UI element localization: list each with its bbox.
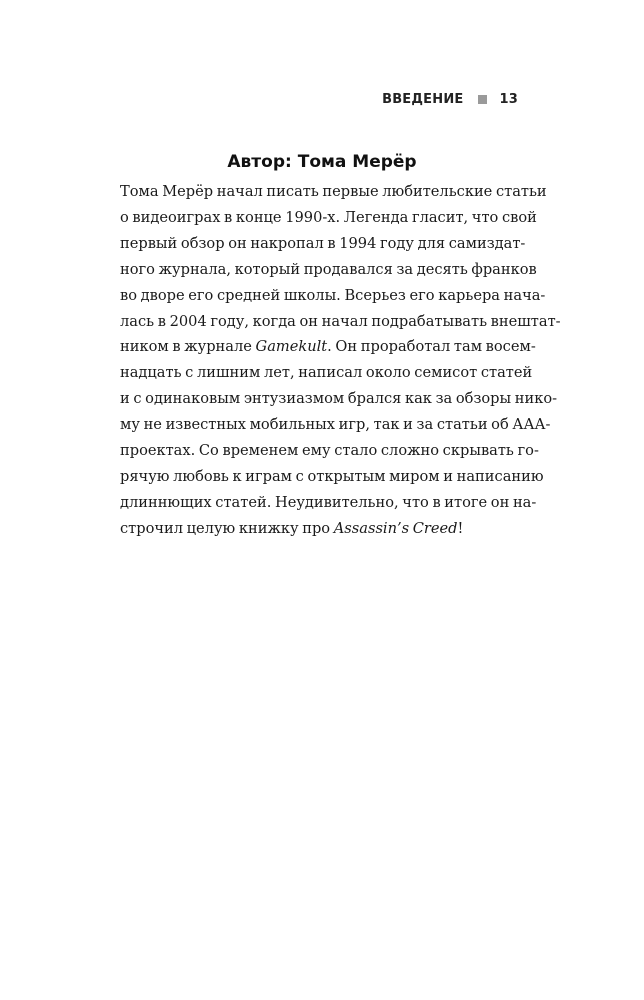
text-line: рячую любовь к играм с открытым миром и написанию	[120, 467, 544, 485]
page-number: 13	[499, 92, 518, 107]
text-line	[120, 516, 518, 542]
text-line: первый обзор он накропал в 1994 году для самиздат-	[120, 234, 526, 252]
text-fragment: !	[457, 519, 464, 537]
text-line: Тома Мерёр начал писать первые любительские статьи	[120, 183, 547, 200]
text-fragment: строчил целую книжку про	[120, 519, 331, 537]
running-header	[382, 92, 518, 107]
text-line: лась в 2004 году, когда он начал подрабатывать внештат-	[120, 312, 561, 330]
text-line: проектах. Со временем ему стало сложно скрывать го-	[120, 442, 539, 460]
section-name: ВВЕДЕНИЕ	[382, 92, 464, 107]
text-fragment: ником в журнале	[120, 338, 252, 356]
square-bullet-icon	[478, 95, 487, 104]
text-line: и с одинаковым энтузиазмом брался как за обзоры нико-	[120, 390, 558, 408]
text-line: во дворе его средней школы. Всерьез его карьера нача-	[120, 286, 546, 304]
text-line: о видеоиграх в конце 1990-х. Легенда гласит, что свой	[120, 208, 537, 226]
text-line: му не известных мобильных игр, так и за статьи об ААА-	[120, 416, 551, 434]
game-title: Assassin’s Creed	[333, 519, 458, 537]
text-line: надцать с лишним лет, написал около семисот статей	[120, 364, 533, 382]
text-line	[120, 334, 536, 360]
text-line: длиннющих статей. Неудивительно, что в итоге он на-	[120, 493, 537, 511]
text-line: ного журнала, который продавался за десять франков	[120, 260, 537, 278]
author-bio-paragraph	[120, 179, 561, 542]
text-fragment: . Он проработал там восем-	[327, 338, 536, 356]
section-title: Автор: Тома Мерёр	[227, 152, 417, 172]
magazine-title: Gamekult	[255, 338, 328, 356]
